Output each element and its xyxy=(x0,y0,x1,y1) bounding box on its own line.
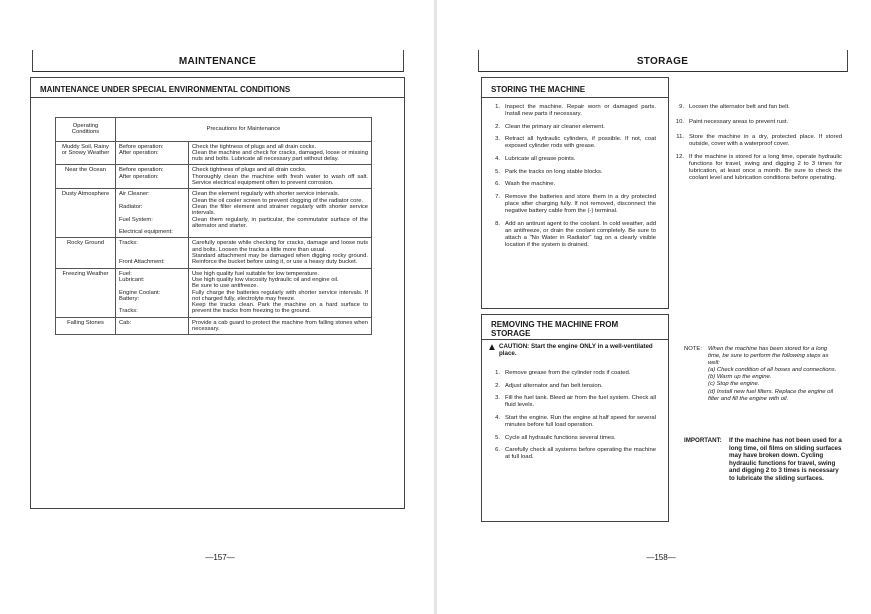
subject-label: After operation: xyxy=(119,149,159,156)
precaution-text: Use high quality low viscosity hydraulic oil and engine oil. xyxy=(192,276,339,283)
subject-cell xyxy=(116,317,189,335)
precaution-cell xyxy=(189,317,372,335)
list-item xyxy=(488,181,656,188)
note-item: (c) Stop the engine. xyxy=(708,381,760,388)
step-number: 2. xyxy=(495,123,500,130)
table-row xyxy=(56,268,372,317)
precaution-text: Clean them regularly, in particular, the commutator surface of the alternator and starter. xyxy=(192,216,368,229)
subject-label: Before operation: xyxy=(119,143,164,150)
section-title-environmental: MAINTENANCE UNDER SPECIAL ENVIRONMENTAL CONDITIONS xyxy=(40,85,291,94)
right-header-tick-left xyxy=(478,50,479,72)
condition-cell: Muddy Soil, Rainy or Snowy Weather xyxy=(56,141,116,165)
subject-cell xyxy=(116,141,189,165)
precaution-text: Carefully operate while checking for cracks, damage and loose nuts and bolts. Loosen the tracks a little more than usual. xyxy=(192,240,368,253)
subject-label: Before operation: xyxy=(119,167,164,174)
subject-cell xyxy=(116,238,189,268)
step-number: 3. xyxy=(495,395,500,402)
list-item xyxy=(488,415,656,429)
precaution-text: Use high quality fuel suitable for low temperature. xyxy=(192,270,319,277)
table-row xyxy=(56,165,372,189)
precaution-text: Keep the tracks clean. Park the machine on a hard surface to prevent the tracks from freezing to the ground. xyxy=(192,302,368,315)
step-text: Inspect the machine. Repair worn or damaged parts. Install new parts if necessary. xyxy=(505,104,656,118)
subject-label: Fuel System: xyxy=(119,216,153,223)
step-number: 3. xyxy=(495,136,500,143)
right-header-rule xyxy=(478,71,848,72)
condition-cell: Freezing Weather xyxy=(56,268,116,317)
precaution-text: Provide a cab guard to protect the machine from falling stones when necessary. xyxy=(192,319,368,333)
note-item: (d) Install new fuel filters. Replace the engine oil filter and fill the engine with oil. xyxy=(708,388,834,402)
step-number: 7. xyxy=(495,193,500,200)
table-row xyxy=(56,238,372,268)
step-text: Fill the fuel tank. Bleed air from the fuel system. Check all fluid levels. xyxy=(505,395,656,409)
note-row xyxy=(684,346,841,367)
table-row xyxy=(56,189,372,238)
left-header-rule xyxy=(32,71,404,72)
list-item xyxy=(672,154,842,182)
step-text: Store the machine in a dry, protected place. If stored outside, cover with a waterproof cover. xyxy=(689,134,842,148)
step-text: Remove grease from the cylinder rods if coated. xyxy=(505,370,631,376)
subject-label: Tracks: xyxy=(119,308,138,315)
precaution-cell xyxy=(189,238,372,268)
step-text: Remove the batteries and store them in a dry protected place after charging fully. If not removed, disconnect the negative battery cable from the (-) terminal. xyxy=(505,193,656,214)
step-number: 6. xyxy=(495,447,500,454)
subject-label: Lubricant: xyxy=(119,276,145,283)
important-block xyxy=(684,437,844,483)
step-text: Carefully check all systems before operating the machine at full load. xyxy=(505,447,656,461)
precaution-text: Check the tightness of plugs and all drain cocks. xyxy=(192,143,317,150)
step-number: 1. xyxy=(495,104,500,110)
step-number: 5. xyxy=(495,434,500,441)
subject-label: Radiator: xyxy=(119,203,143,210)
caution-block xyxy=(487,343,664,357)
list-item xyxy=(488,221,656,249)
list-item xyxy=(488,194,656,215)
step-number: 11. xyxy=(676,134,684,141)
step-text: Retract all hydraulic cylinders, if possible. If not, coat exposed cylinder rods with grease. xyxy=(505,136,656,150)
precaution-cell xyxy=(189,165,372,189)
left-header-tick-left xyxy=(32,50,33,72)
precaution-text: Be sure to use antifreeze. xyxy=(192,283,259,290)
table-header-row xyxy=(56,118,372,142)
subject-cell xyxy=(116,268,189,317)
list-item xyxy=(488,395,656,409)
storing-steps-1-8 xyxy=(488,104,656,254)
step-text: Lubricate all grease points. xyxy=(505,155,576,162)
precaution-text: Check tightness of plugs and all drain cocks. xyxy=(192,167,307,174)
note-text: When the machine has been stored for a long time, be sure to perform the following steps as well: xyxy=(708,346,829,367)
subject-label: After operation: xyxy=(119,173,159,180)
precaution-cell xyxy=(189,268,372,317)
step-number: 12. xyxy=(675,153,684,160)
condition-cell: Dusty Atmosphere xyxy=(56,189,116,238)
step-number: 4. xyxy=(495,155,500,162)
condition-cell: Near the Ocean xyxy=(56,165,116,189)
list-item xyxy=(488,169,656,176)
step-number: 10. xyxy=(675,119,684,126)
removing-steps xyxy=(488,370,656,467)
removing-title xyxy=(491,320,618,338)
precaution-text: Clean the element regularly with shorter service intervals. xyxy=(192,191,340,198)
precaution-text: Clean the filter element and strainer regularly with shorter service intervals. xyxy=(192,203,368,217)
step-text: Paint necessary areas to prevent rust. xyxy=(689,119,789,126)
list-item xyxy=(488,370,656,377)
step-text: Adjust alternator and fan belt tension. xyxy=(505,382,603,389)
left-page-header: MAINTENANCE xyxy=(178,56,257,67)
step-text: Add an antirust agent to the coolant. In cold weather, add an antifreeze, or drain the coolant completely. Be sure to attach a "No Water in Radiator" tag on a clearly visible location if the system is drained. xyxy=(505,220,656,248)
caution-text: CAUTION: Start the engine ONLY in a well-ventilated place. xyxy=(499,343,653,358)
list-item xyxy=(488,104,656,118)
precaution-text: Thoroughly clean the machine with fresh water to wash off salt. Service electrical equipment often to prevent corrosion. xyxy=(192,173,368,187)
note-item: (b) Warm up the engine. xyxy=(708,374,772,381)
step-text: Cycle all hydraulic functions several times. xyxy=(505,434,616,441)
page-number-left: —157— xyxy=(205,553,235,562)
subject-label: Tracks: xyxy=(119,240,138,247)
page-number-right: —158— xyxy=(646,553,676,562)
subject-label: Fuel: xyxy=(119,270,132,277)
list-item xyxy=(488,447,656,461)
table-row xyxy=(56,317,372,335)
step-number: 8. xyxy=(495,220,500,227)
important-label: IMPORTANT: xyxy=(684,437,722,444)
list-item xyxy=(672,134,842,148)
section-rule xyxy=(30,97,405,98)
note-item: (a) Check condition of all hoses and connections. xyxy=(708,367,837,374)
note-label: NOTE: xyxy=(684,346,702,352)
list-item xyxy=(488,136,656,150)
storing-title: STORING THE MACHINE xyxy=(491,85,586,94)
condition-cell: Rocky Ground xyxy=(56,238,116,268)
list-item xyxy=(488,124,656,131)
step-number: 6. xyxy=(495,181,500,188)
subject-label: Electrical equipment: xyxy=(119,229,173,236)
subject-label: Engine Coolant: xyxy=(119,289,161,296)
precaution-cell xyxy=(189,189,372,238)
right-header-tick-right xyxy=(847,50,848,72)
condition-cell: Falling Stones xyxy=(56,317,116,335)
precaution-cell xyxy=(189,141,372,165)
list-item xyxy=(672,119,842,126)
subject-label: Front Attachment: xyxy=(119,259,165,266)
book-gutter xyxy=(434,0,437,614)
step-number: 1. xyxy=(495,370,500,376)
subject-cell xyxy=(116,165,189,189)
step-number: 4. xyxy=(495,414,500,421)
subject-label: Air Cleaner: xyxy=(119,191,150,198)
precaution-text: Clean the oil cooler screen to prevent clogging of the radiator core. xyxy=(192,197,364,204)
list-item xyxy=(488,156,656,163)
storing-steps-9-12 xyxy=(672,104,842,188)
left-header-tick-right xyxy=(403,50,404,72)
subject-label: Cab: xyxy=(119,319,132,326)
column-header-conditions: Operating Conditions xyxy=(56,118,116,142)
step-number: 5. xyxy=(495,168,500,175)
step-text: Loosen the alternator belt and fan belt. xyxy=(689,104,790,110)
precaution-text: Clean the machine and check for cracks, damaged, loose or missing nuts and bolts. Lubricate all necessary part without delay. xyxy=(192,149,368,163)
table-row xyxy=(56,141,372,165)
important-text: If the machine has not been used for a long time, oil films on sliding surfaces may have broken down. Cycling hydraulic functions for travel, swing and digging 2 to 3 times is necessary to lubricate the sliding surfaces. xyxy=(729,437,842,482)
step-number: 2. xyxy=(495,382,500,389)
step-text: Wash the machine. xyxy=(505,181,556,188)
removing-title-line2: STORAGE xyxy=(491,329,531,338)
column-header-precautions: Precautions for Maintenance xyxy=(116,118,372,142)
list-item xyxy=(488,383,656,390)
step-text: Clean the primary air cleaner element. xyxy=(505,123,605,130)
right-page-header: STORAGE xyxy=(636,56,689,67)
list-item xyxy=(488,435,656,442)
list-item xyxy=(672,104,842,111)
subject-label: Battery: xyxy=(119,295,139,302)
step-number: 9. xyxy=(679,104,684,110)
removing-title-line1: REMOVING THE MACHINE FROM xyxy=(491,320,619,329)
step-text: If the machine is stored for a long time, operate hydraulic functions for travel, swing and digging 2 to 3 times for lubrication, at least once a month. Be sure to check the coolant level and lubrication conditions before operating. xyxy=(689,153,842,182)
left-page xyxy=(0,0,435,614)
subject-cell xyxy=(116,189,189,238)
storing-title-rule xyxy=(481,97,669,98)
step-text: Start the engine. Run the engine at half speed for several minutes before full load operation. xyxy=(505,414,656,428)
precaution-text: Standard attachment may be damaged when digging rocky ground. Reinforce the bucket before using it, or use a heavy duty bucket. xyxy=(192,253,368,266)
note-block xyxy=(684,346,841,403)
environment-table xyxy=(55,117,372,335)
step-text: Park the tracks on long stable blocks. xyxy=(505,168,603,175)
removing-title-rule xyxy=(481,339,669,340)
warning-triangle-icon: ▲ xyxy=(487,342,497,353)
precaution-text: Fully charge the batteries regularly with shorter service intervals. If not charged fully, electrolyte may freeze. xyxy=(192,289,368,302)
